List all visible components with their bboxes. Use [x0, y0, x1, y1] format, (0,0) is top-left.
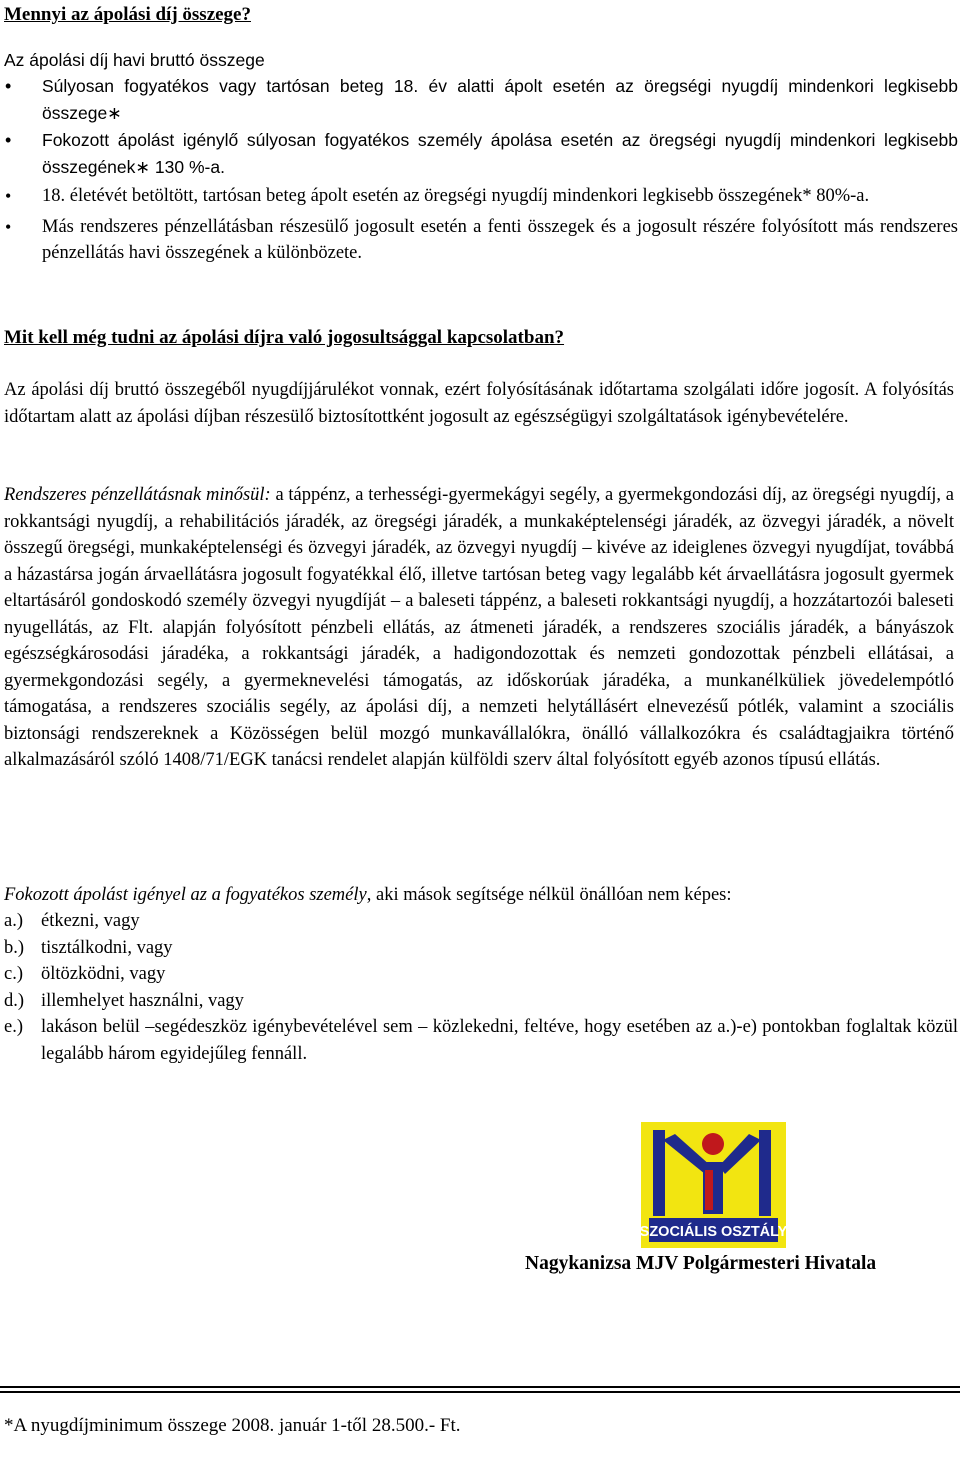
- list-marker: c.): [4, 964, 23, 984]
- list-item-text: tisztálkodni, vagy: [41, 937, 173, 958]
- bullet-text: Fokozott ápolást igénylő súlyosan fogyatékos személy ápolása esetén az öregségi nyugdíj mindenkori legkisebb összegének∗ 130 %-a.: [42, 130, 958, 177]
- list-item: [4, 988, 958, 1015]
- list-item: [4, 908, 958, 935]
- regular-benefits-text: a táppénz, a terhességi-gyermekágyi segély, a gyermekgondozási díj, az öregségi nyugdíj, a rokkantsági nyugdíj, a rehabilitációs járadék, az öregségi járadék, a munkaképtelenségi járadék, az özvegyi járadék, a növelt összegű öregségi, munkaképtelenségi és özvegyi járadék, az özvegyi nyugdíj – kivéve az ideiglenes özvegyi nyugdíjat, továbbá a házastársa jogán árvaellátásra jogosult fogyatékkal élő, illetve tartósan beteg vagy legalább két árvaellátásra jogosult gyermek eltartásáról gondoskodó személy özvegyi nyugdíját – a baleseti táppénz, a baleseti rokkantsági nyugdíj, a hozzátartozói baleseti nyugellátás, az Flt. alapján folyósított pénzbeli ellátás, az átmeneti járadék, a rendszeres szociális járadék, a bányászok egészségkárosodási járadéka, a rokkantsági járadék, a hadigondozottak és nemzeti gondozottak pénzbeli ellátásai, a gyermekgondozási segély, a gyermeknevelési támogatás, az időskorúak járadéka, a munkanélküliek jövedelempótló támogatása, a rendszeres szociális segély, az ápolási díj, a nemzeti helytállásért elnevezésű pótlék, valamint a szociális biztonsági rendszereknek a Közösségen belül mozgó munkavállalókra, önálló vállalkozókra és családtagjaikra történő alkalmazásáról szóló 1408/71/EGK tanácsi rendelet alapján külföldi szerv által folyósított egyéb azonos típusú ellátás.: [4, 485, 955, 770]
- list-item-text: étkezni, vagy: [41, 911, 140, 931]
- heading-amount: Mennyi az ápolási díj összege?: [4, 4, 251, 25]
- bullet-text: Más rendszeres pénzellátásban részesülő jogosult esetén a fenti összegek és a jogosult részére folyósított más rendszeres pénzellátás havi összegének a különbözete.: [42, 216, 958, 263]
- list-marker: b.): [4, 937, 25, 958]
- logo-text: SZOCIÁLIS OSZTÁLY: [641, 1224, 786, 1240]
- footer-divider: [0, 1391, 960, 1393]
- regular-benefits-paragraph: [4, 482, 954, 774]
- list-item-text: lakáson belül –segédeszköz igénybevételével sem – közlekedni, feltéve, hogy esetében az a.)-e) pontokban foglaltak közül legalább három egyidejűleg fennáll.: [41, 1017, 958, 1064]
- footer-divider: [0, 1386, 960, 1388]
- bullet-item: [0, 183, 958, 210]
- bullet-item: [0, 127, 958, 181]
- bullet-icon: •: [5, 186, 12, 206]
- list-item: [4, 1014, 958, 1067]
- social-department-logo: [641, 1122, 786, 1248]
- bullet-icon: •: [5, 216, 12, 237]
- bullet-text: 18. életévét betöltött, tartósan beteg ápolt esetén az öregségi nyugdíj mindenkori legkisebb összegének* 80%-a.: [42, 186, 870, 206]
- abilities-list: [4, 908, 958, 1067]
- list-marker: a.): [4, 911, 23, 931]
- heading-eligibility: Mit kell még tudni az ápolási díjra való jogosultsággal kapcsolatban?: [4, 327, 565, 348]
- contribution-paragraph: Az ápolási díj bruttó összegéből nyugdíjjárulékot vonnak, ezért folyósításának időtartama szolgálati időre jogosít. A folyósítás időtartam alatt az ápolási díjban részesülő biztosítottként jogosult az egészségügyi szolgáltatások igénybevételére.: [4, 380, 954, 427]
- bullet-text: Súlyosan fogyatékos vagy tartósan beteg 18. év alatti ápolt esetén az öregségi nyugdíj mindenkori legkisebb összege∗: [42, 76, 958, 123]
- bullet-icon: •: [5, 76, 12, 96]
- bullet-item: [0, 214, 958, 267]
- list-item-text: illemhelyet használni, vagy: [41, 990, 244, 1011]
- organization-name: Nagykanizsa MJV Polgármesteri Hivatala: [525, 1253, 877, 1274]
- footnote: *A nyugdíjminimum összege 2008. január 1-től 28.500.- Ft.: [4, 1415, 461, 1436]
- bullet-item: [0, 73, 958, 127]
- enhanced-care-label: Fokozott ápolást igényel az a fogyatékos személy: [4, 885, 367, 905]
- bullet-icon: •: [5, 130, 12, 150]
- list-item: [4, 961, 958, 988]
- enhanced-care-paragraph: [4, 882, 954, 909]
- intro-text: Az ápolási díj havi bruttó összege: [4, 50, 265, 70]
- list-marker: d.): [4, 990, 25, 1011]
- list-item: [4, 935, 958, 962]
- logo-figure-icon: [641, 1122, 786, 1248]
- amount-bullet-list: [0, 73, 958, 267]
- enhanced-care-text: , aki mások segítsége nélkül önállóan nem képes:: [366, 885, 732, 905]
- list-item-text: öltözködni, vagy: [41, 964, 166, 984]
- regular-benefits-label: Rendszeres pénzellátásnak minősül:: [4, 485, 271, 505]
- list-marker: e.): [4, 1017, 23, 1037]
